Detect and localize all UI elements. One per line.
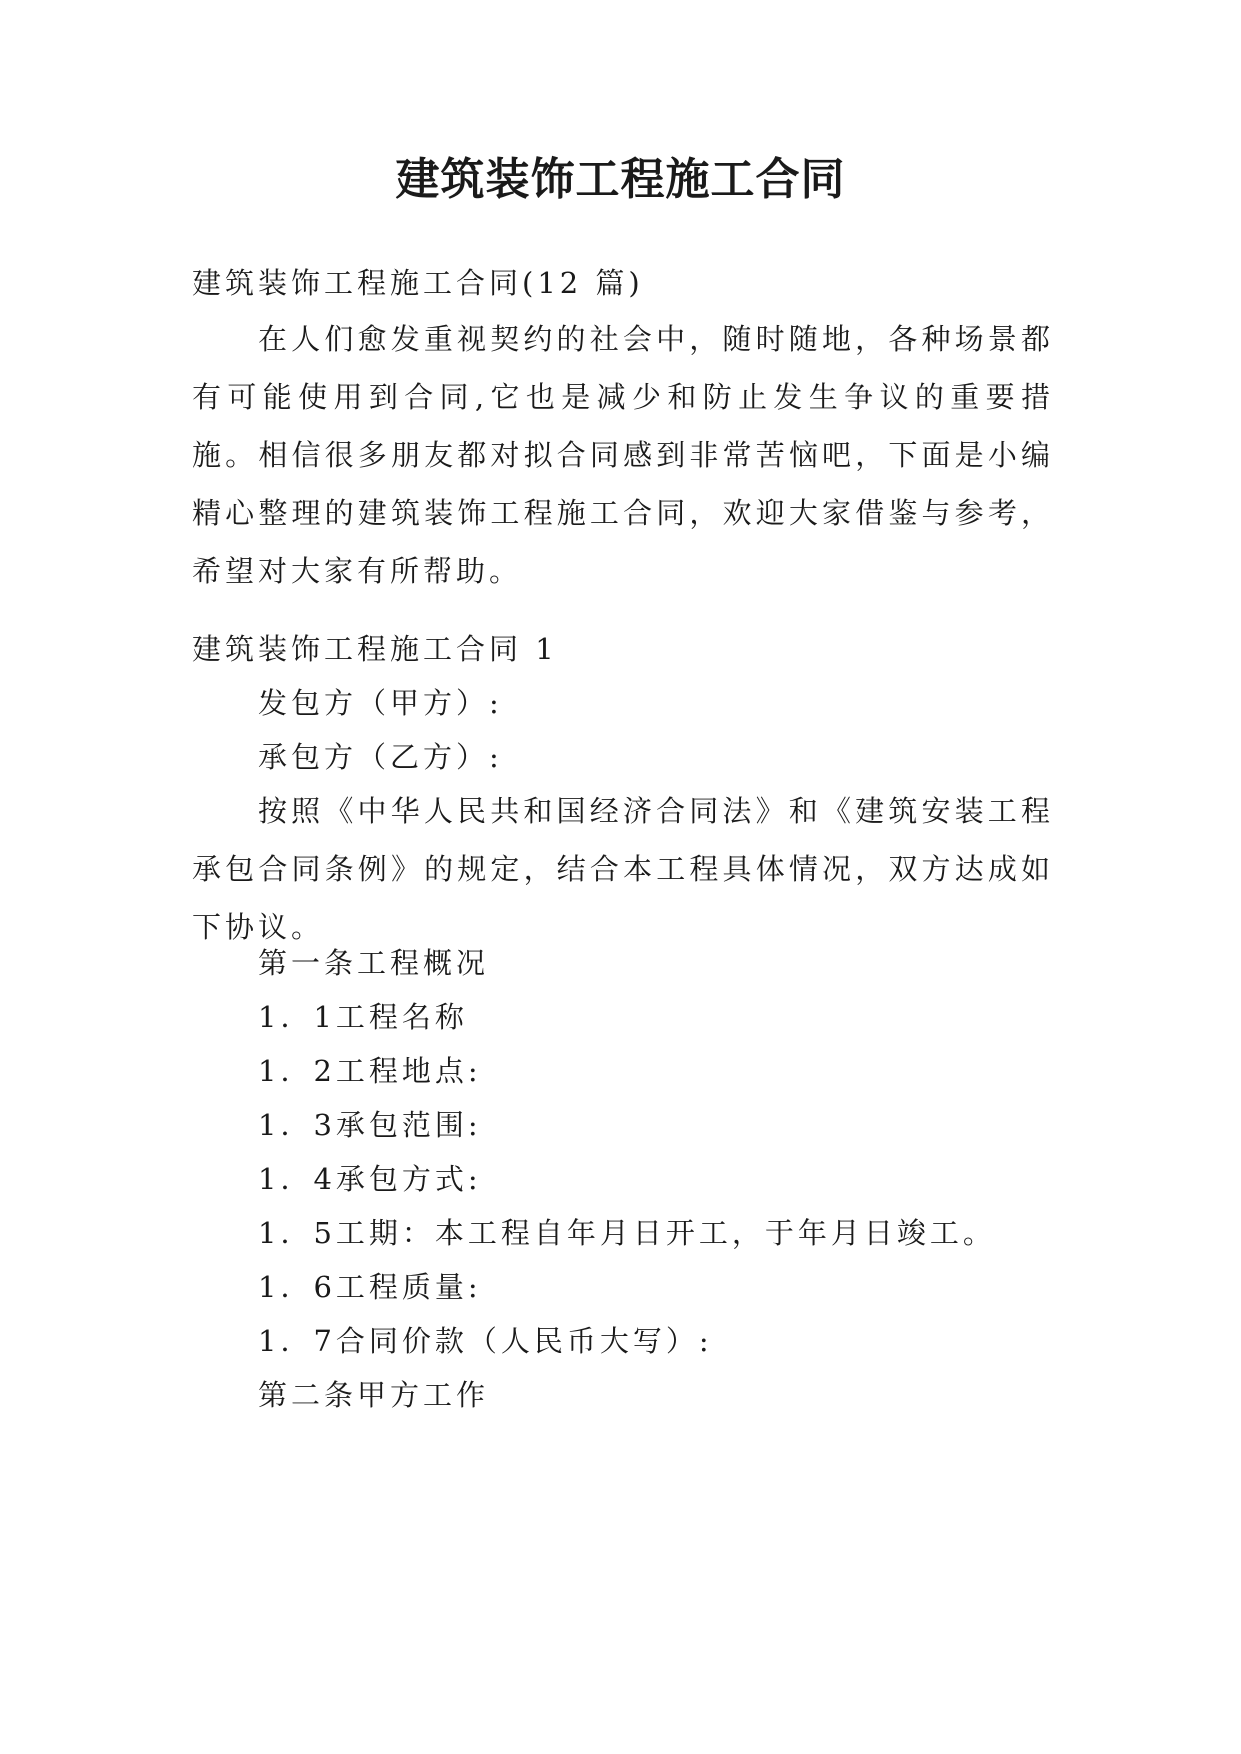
section-heading: 建筑装饰工程施工合同 1 — [192, 632, 558, 666]
party-a-line: 发包方（甲方）: — [258, 686, 503, 720]
item-1-4: 1．4承包方式: — [258, 1162, 482, 1196]
item-1-1: 1．1工程名称 — [258, 1000, 468, 1034]
article-2-heading: 第二条甲方工作 — [258, 1378, 490, 1412]
article-1-heading: 第一条工程概况 — [258, 946, 490, 980]
item-1-6: 1．6工程质量: — [258, 1270, 482, 1304]
agreement-paragraph: 按照《中华人民共和国经济合同法》和《建筑安装工程承包合同条例》的规定，结合本工程具体情况，双方达成如下协议。 — [192, 794, 1054, 944]
document-title: 建筑装饰工程施工合同 — [395, 154, 846, 205]
item-1-2: 1．2工程地点: — [258, 1054, 482, 1088]
item-1-3: 1．3承包范围: — [258, 1108, 482, 1142]
document-subtitle: 建筑装饰工程施工合同(12 篇) — [192, 266, 644, 300]
item-1-5: 1．5工期：本工程自年月日开工，于年月日竣工。 — [258, 1216, 996, 1250]
item-1-7: 1．7合同价款（人民币大写）: — [258, 1324, 713, 1358]
party-b-line: 承包方（乙方）: — [258, 740, 503, 774]
intro-paragraph: 在人们愈发重视契约的社会中，随时随地，各种场景都有可能使用到合同,它也是减少和防止发生争议的重要措施。相信很多朋友都对拟合同感到非常苦恼吧，下面是小编精心整理的建筑装饰工程施工合同，欢迎大家借鉴与参考，希望对大家有所帮助。 — [192, 322, 1054, 588]
